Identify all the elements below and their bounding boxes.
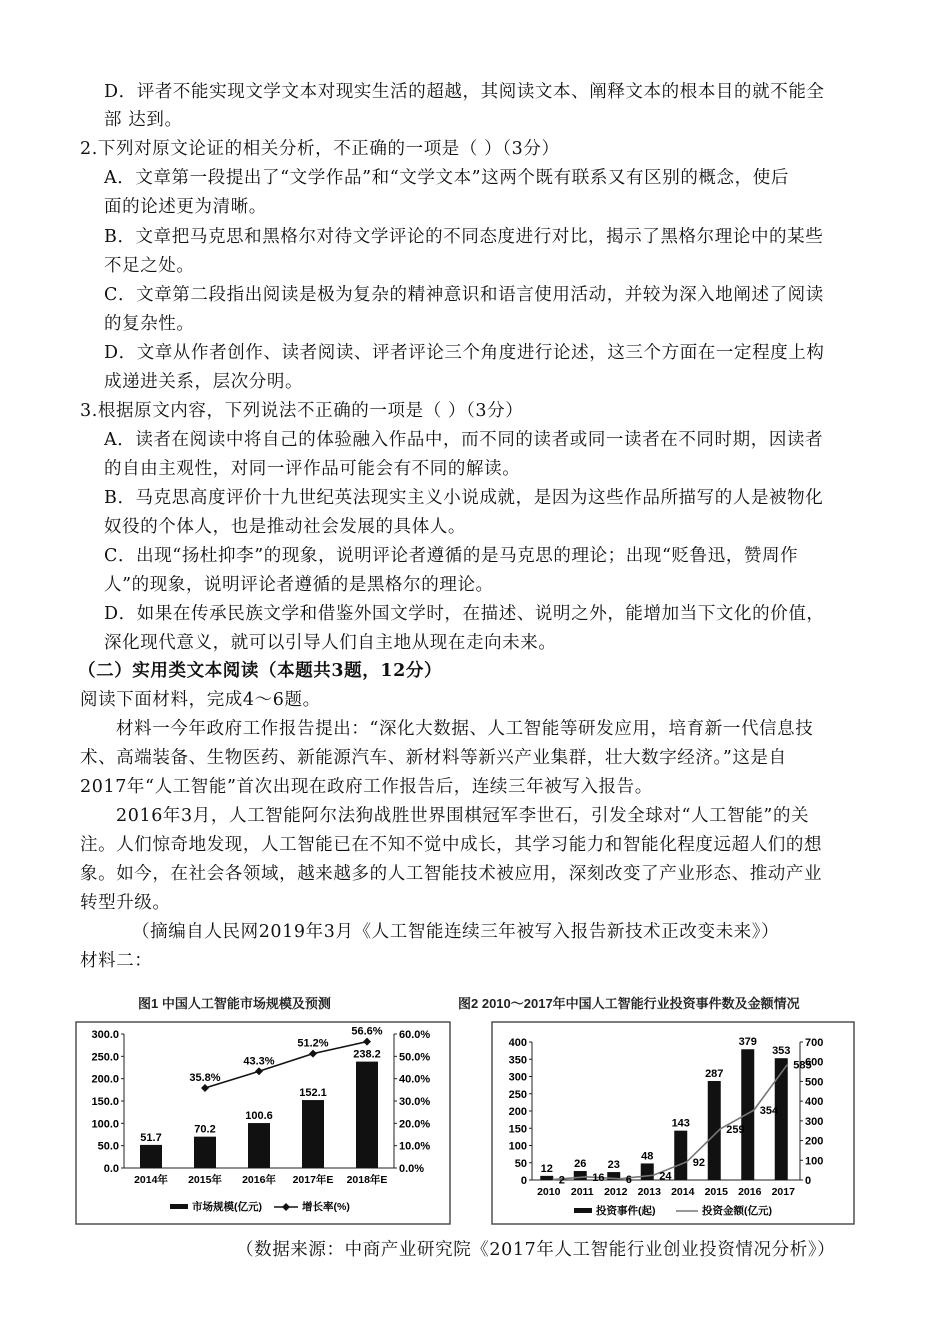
legend-bar-swatch — [170, 1204, 188, 1209]
x-tick-label: 2016 — [738, 1186, 762, 1198]
material-2-label: 材料二： — [80, 951, 153, 971]
option-3a-line1: A．读者在阅读中将自己的体验融入作品中，而不同的读者或同一读者在不同时期，因读者 — [104, 430, 824, 450]
bar-value-label: 48 — [641, 1150, 654, 1163]
y2-tick-label: 100 — [805, 1155, 824, 1168]
amount-label: 2 — [558, 1174, 565, 1187]
y2-tick-label: 400 — [805, 1096, 824, 1109]
amount-label: 259 — [726, 1123, 745, 1136]
growth-point — [201, 1084, 209, 1092]
y2-tick-label: 200 — [805, 1135, 824, 1148]
legend-bar-label: 市场规模(亿元) — [192, 1201, 262, 1213]
legend-line-label: 投资金额(亿元) — [702, 1205, 772, 1217]
question-2: 2.下列对原文论证的相关分析，不正确的一项是（ ）（3分） — [80, 139, 560, 159]
bar — [741, 1049, 754, 1180]
x-tick-label: 2010 — [537, 1186, 561, 1198]
bar-value-label: 70.2 — [194, 1123, 216, 1136]
x-tick-label: 2015年 — [188, 1174, 222, 1186]
market-size-chart — [74, 988, 454, 1228]
y-tick-label: 150 — [508, 1123, 527, 1136]
x-tick-label: 2017年E — [292, 1174, 334, 1186]
y2-tick-label: 30.0% — [399, 1096, 431, 1108]
x-tick-label: 2015 — [704, 1186, 728, 1198]
growth-label: 51.2% — [297, 1037, 329, 1050]
bar-value-label: 23 — [607, 1159, 620, 1172]
amount-label: 585 — [793, 1059, 812, 1072]
y2-tick-label: 20.0% — [399, 1118, 431, 1131]
x-tick-label: 2014年 — [134, 1174, 168, 1186]
option-2a-line1: A．文章第一段提出了“文学作品”和“文学文本”这两个既有联系又有区别的概念，使后 — [104, 168, 789, 188]
y-tick-label: 100 — [508, 1140, 527, 1153]
bar-value-label: 379 — [738, 1036, 757, 1049]
bar — [248, 1123, 270, 1168]
instruction: 阅读下面材料，完成4～6题。 — [80, 690, 321, 710]
option-2b-line1: B．文章把马克思和黑格尔对待文学评论的不同态度进行对比，揭示了黑格尔理论中的某些 — [104, 227, 824, 247]
y-tick-label: 0.0 — [103, 1163, 119, 1175]
material-1-para2-line4: 转型升级。 — [80, 893, 171, 913]
option-2d-line1: D．文章从作者创作、读者阅读、评者评论三个角度进行论述，这三个方面在一定程度上构 — [104, 343, 825, 363]
bar-value-label: 238.2 — [353, 1048, 381, 1061]
y-tick-label: 350 — [508, 1054, 527, 1067]
growth-point — [255, 1067, 263, 1075]
x-tick-label: 2011 — [570, 1186, 594, 1198]
option-2a-line2: 面的论述更为清晰。 — [104, 197, 267, 217]
growth-point — [309, 1050, 317, 1058]
y2-tick-label: 50.0% — [399, 1051, 431, 1064]
amount-label: 6 — [625, 1173, 632, 1186]
bar — [674, 1131, 687, 1180]
bar-value-label: 353 — [772, 1045, 791, 1058]
amount-label: 16 — [592, 1171, 605, 1184]
bar — [140, 1145, 162, 1168]
chart-title: 图2 2010～2017年中国人工智能行业投资事件数及金额情况 — [458, 996, 800, 1011]
option-3d-line1: D．如果在传承民族文学和借鉴外国文学时，在描述、说明之外，能增加当下文化的价值， — [104, 604, 825, 624]
y2-tick-label: 0.0% — [399, 1163, 425, 1175]
y-tick-label: 200 — [508, 1106, 527, 1118]
option-3d-line2: 深化现代意义，就可以引导人们自主地从现在走向未来。 — [104, 633, 557, 653]
y-tick-label: 200.0 — [91, 1073, 119, 1086]
y-tick-label: 250.0 — [91, 1051, 119, 1064]
legend-bar-swatch — [574, 1208, 592, 1213]
material-1-para2-line1: 2016年3月，人工智能阿尔法狗战胜世界围棋冠军李世石，引发全球对“人工智能”的关 — [116, 806, 810, 826]
amount-label: 354 — [759, 1105, 779, 1118]
bar-value-label: 12 — [540, 1162, 553, 1175]
y-tick-label: 50.0 — [97, 1140, 119, 1153]
y-tick-label: 100.0 — [91, 1118, 119, 1131]
bar-value-label: 152.1 — [299, 1087, 327, 1100]
option-2b-line2: 不足之处。 — [104, 256, 195, 276]
y2-tick-label: 0 — [805, 1175, 812, 1187]
y2-tick-label: 40.0% — [399, 1073, 431, 1086]
option-3b-line2: 奴役的个体人，也是推动社会发展的具体人。 — [104, 517, 466, 537]
x-tick-label: 2016年 — [242, 1174, 276, 1186]
section-heading: （二）实用类文本阅读（本题共3题，12分） — [78, 661, 443, 681]
option-2d-line2: 成递进关系，层次分明。 — [104, 372, 304, 392]
amount-label: 92 — [692, 1156, 705, 1169]
material-1-para2-line3: 象。如今，在社会各领域，越来越多的人工智能技术被应用，深刻改变了产业形态、推动产业 — [80, 864, 823, 884]
bar — [775, 1058, 788, 1180]
x-tick-label: 2014 — [671, 1186, 695, 1198]
y2-tick-label: 500 — [805, 1076, 824, 1089]
option-3a-line2: 的自由主观性，对同一评作品可能会有不同的解读。 — [104, 459, 521, 479]
bar-value-label: 100.6 — [245, 1110, 273, 1123]
option-2c-line2: 的复杂性。 — [104, 314, 195, 334]
bar — [540, 1176, 553, 1180]
growth-label: 43.3% — [243, 1055, 275, 1068]
y-tick-label: 250 — [508, 1088, 527, 1101]
y2-tick-label: 60.0% — [399, 1029, 431, 1041]
y-tick-label: 300.0 — [91, 1029, 119, 1041]
legend-line-marker — [282, 1203, 290, 1211]
material-1-para1-line1: 材料一今年政府工作报告提出：“深化大数据、人工智能等研发应用，培育新一代信息技 — [116, 719, 814, 739]
question-3: 3.根据原文内容，下列说法不正确的一项是（ ）（3分） — [80, 401, 524, 421]
bar-value-label: 143 — [671, 1117, 690, 1130]
y2-tick-label: 700 — [805, 1037, 824, 1049]
material-1-para1-line2: 术、高端装备、生物医药、新能源汽车、新材料等新兴产业集群，壮大数字经济。”这是自 — [80, 748, 787, 768]
bar — [194, 1137, 216, 1168]
y-tick-label: 50 — [514, 1157, 527, 1170]
y2-tick-label: 600 — [805, 1056, 824, 1069]
bar — [641, 1163, 654, 1180]
y-tick-label: 0 — [520, 1175, 527, 1187]
bar — [302, 1100, 324, 1168]
bar — [574, 1171, 587, 1180]
legend-bar-label: 投资事件(起) — [596, 1205, 656, 1217]
y-tick-label: 300 — [508, 1071, 527, 1084]
chart-title: 图1 中国人工智能市场规模及预测 — [138, 996, 331, 1011]
option-2c-line1: C．文章第二段指出阅读是极为复杂的精神意识和语言使用活动，并较为深入地阐述了阅读 — [104, 285, 824, 305]
legend-line-label: 增长率(%) — [302, 1201, 350, 1213]
y2-tick-label: 10.0% — [399, 1140, 431, 1153]
x-tick-label: 2018年E — [346, 1174, 388, 1186]
growth-line — [205, 1042, 367, 1088]
growth-label: 35.8% — [189, 1072, 221, 1085]
x-tick-label: 2012 — [604, 1186, 628, 1198]
bar — [356, 1062, 378, 1168]
y-tick-label: 150.0 — [91, 1096, 119, 1108]
x-tick-label: 2017 — [771, 1186, 795, 1198]
amount-label: 24 — [659, 1170, 672, 1183]
option-3c-line2: 人”的现象，说明评论者遵循的是黑格尔的理论。 — [104, 575, 494, 595]
bar-value-label: 26 — [574, 1158, 587, 1171]
y2-tick-label: 300 — [805, 1115, 824, 1128]
y-tick-label: 400 — [508, 1037, 527, 1049]
growth-point — [363, 1038, 371, 1046]
option-1d-line2: 部 达到。 — [104, 110, 183, 130]
material-1-source: （摘编自人民网2019年3月《人工智能连续三年被写入报告新技术正改变未来》） — [132, 922, 780, 942]
option-3b-line1: B．马克思高度评价十九世纪英法现实主义小说成就，是因为这些作品所描写的人是被物化 — [104, 488, 824, 508]
option-1d-line1: D．评者不能实现文学文本对现实生活的超越，其阅读文本、阐释文本的根本目的就不能全 — [104, 82, 825, 102]
investment-chart — [454, 990, 894, 1226]
data-source: （数据来源：中商产业研究院《2017年人工智能行业创业投资情况分析》） — [236, 1240, 836, 1260]
material-1-para2-line2: 注。人们惊奇地发现，人工智能已在不知不觉中成长，其学习能力和智能化程度远超人们的想 — [80, 835, 823, 855]
bar-value-label: 287 — [705, 1067, 724, 1080]
growth-label: 56.6% — [351, 1025, 383, 1038]
bar-value-label: 51.7 — [140, 1131, 162, 1144]
x-tick-label: 2013 — [637, 1186, 661, 1198]
material-1-para1-line3: 2017年“人工智能”首次出现在政府工作报告后，连续三年被写入报告。 — [80, 777, 653, 797]
option-3c-line1: C．出现“扬杜抑李”的现象，说明评论者遵循的是马克思的理论；出现“贬鲁迅，赞周作 — [104, 546, 799, 566]
